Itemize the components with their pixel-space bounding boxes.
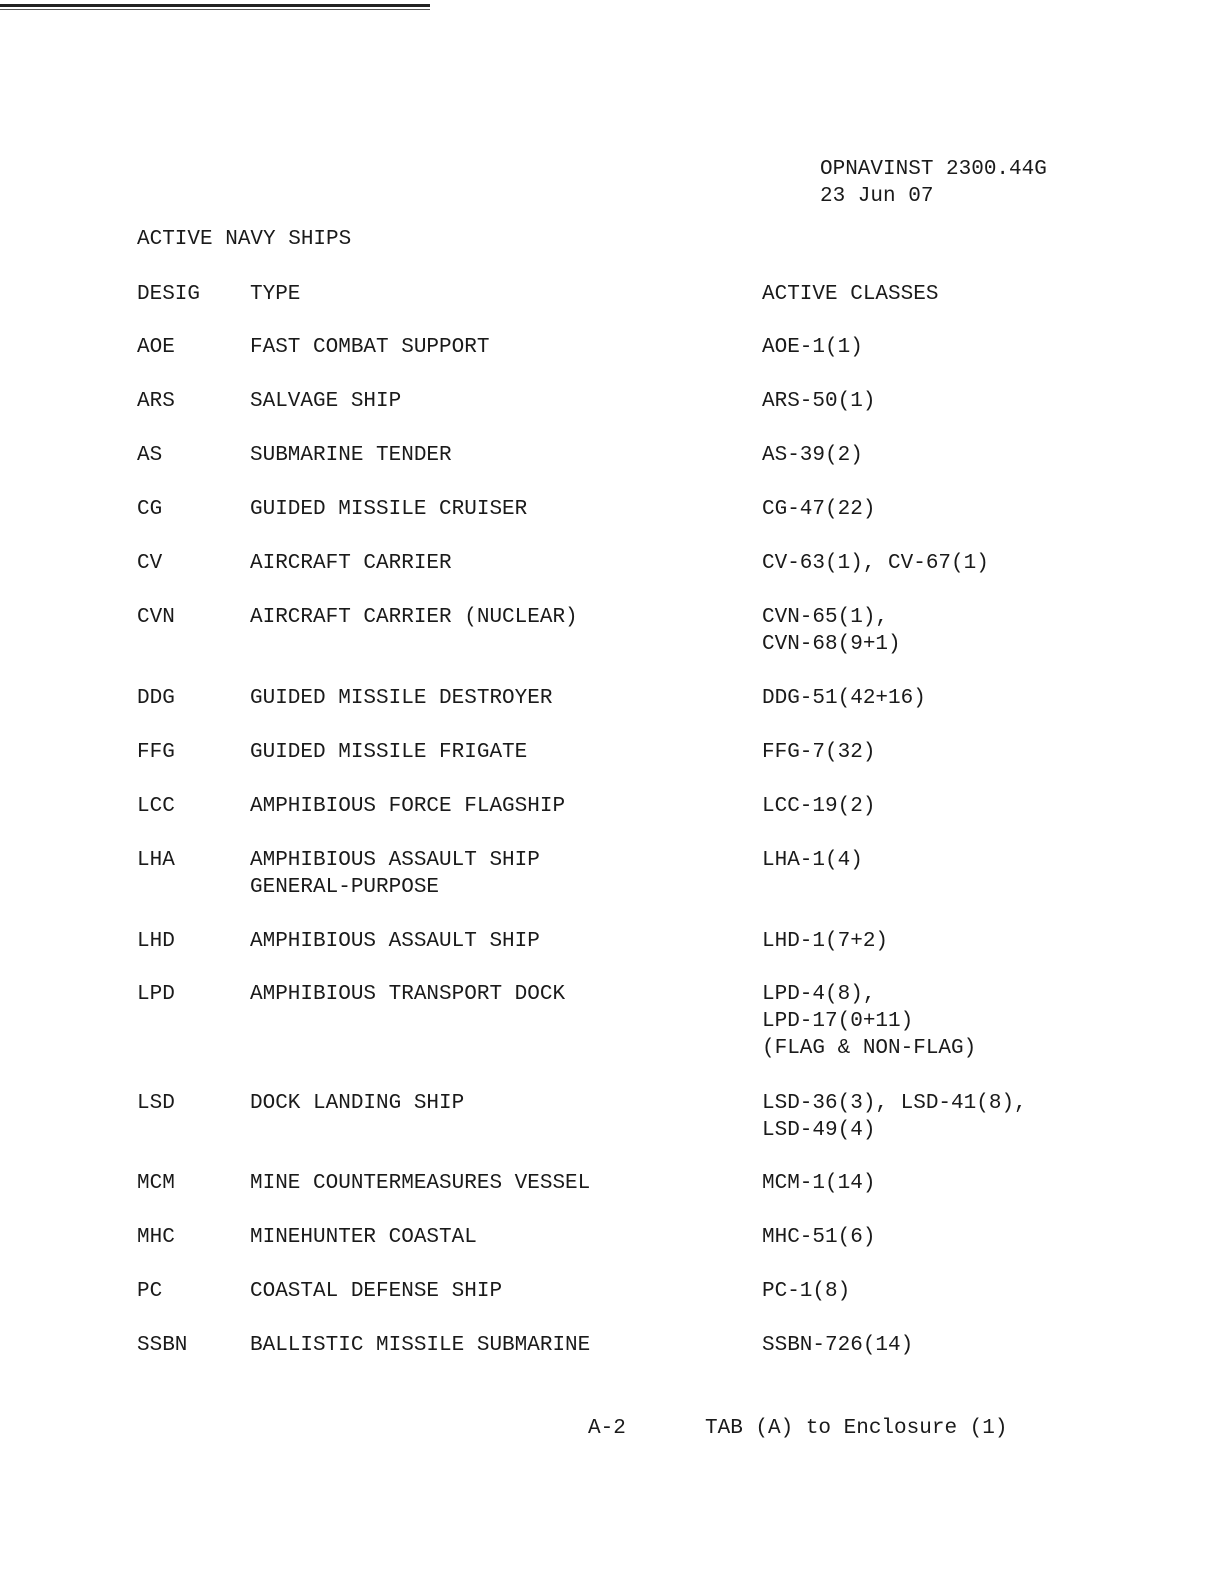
classes-cell: ARS-50(1): [762, 390, 876, 413]
desig-cell: LHD: [137, 930, 175, 953]
page-number: A-2: [588, 1417, 626, 1440]
classes-cell: DDG-51(42+16): [762, 687, 926, 710]
classes-cell: SSBN-726(14): [762, 1334, 914, 1357]
type-cell: AMPHIBIOUS FORCE FLAGSHIP: [250, 795, 566, 818]
desig-cell: PC: [137, 1280, 163, 1303]
desig-cell: ARS: [137, 390, 175, 413]
desig-cell: AS: [137, 444, 163, 467]
instruction-number: OPNAVINST 2300.44G: [820, 158, 1047, 181]
type-cell: BALLISTIC MISSILE SUBMARINE: [250, 1334, 591, 1357]
classes-cell: PC-1(8): [762, 1280, 851, 1303]
classes-cell: MHC-51(6): [762, 1226, 876, 1249]
classes-cell: MCM-1(14): [762, 1172, 876, 1195]
desig-cell: CG: [137, 498, 163, 521]
desig-cell: FFG: [137, 741, 175, 764]
classes-cell: CVN-65(1), CVN-68(9+1): [762, 606, 901, 656]
type-cell: AIRCRAFT CARRIER: [250, 552, 452, 575]
type-cell: GUIDED MISSILE DESTROYER: [250, 687, 553, 710]
enclosure-reference: TAB (A) to Enclosure (1): [705, 1417, 1008, 1440]
desig-cell: LCC: [137, 795, 175, 818]
desig-cell: LSD: [137, 1092, 175, 1115]
classes-cell: CG-47(22): [762, 498, 876, 521]
type-cell: GUIDED MISSILE FRIGATE: [250, 741, 528, 764]
type-cell: SALVAGE SHIP: [250, 390, 402, 413]
column-header-classes: ACTIVE CLASSES: [762, 283, 939, 306]
type-cell: AMPHIBIOUS TRANSPORT DOCK: [250, 983, 566, 1006]
classes-cell: LPD-4(8), LPD-17(0+11) (FLAG & NON-FLAG): [762, 983, 977, 1060]
type-cell: GUIDED MISSILE CRUISER: [250, 498, 528, 521]
desig-cell: SSBN: [137, 1334, 188, 1357]
type-cell: MINEHUNTER COASTAL: [250, 1226, 477, 1249]
section-title: ACTIVE NAVY SHIPS: [137, 228, 352, 251]
type-cell: AMPHIBIOUS ASSAULT SHIP: [250, 930, 540, 953]
desig-cell: DDG: [137, 687, 175, 710]
classes-cell: AOE-1(1): [762, 336, 863, 359]
classes-cell: LCC-19(2): [762, 795, 876, 818]
column-header-type: TYPE: [250, 283, 301, 306]
classes-cell: LHA-1(4): [762, 849, 863, 872]
classes-cell: LHD-1(7+2): [762, 930, 889, 953]
classes-cell: FFG-7(32): [762, 741, 876, 764]
type-cell: DOCK LANDING SHIP: [250, 1092, 465, 1115]
desig-cell: MHC: [137, 1226, 175, 1249]
type-cell: MINE COUNTERMEASURES VESSEL: [250, 1172, 591, 1195]
document-header: [820, 156, 1047, 210]
classes-cell: AS-39(2): [762, 444, 863, 467]
type-cell: COASTAL DEFENSE SHIP: [250, 1280, 503, 1303]
top-rule: [0, 4, 430, 7]
type-cell: SUBMARINE TENDER: [250, 444, 452, 467]
desig-cell: LHA: [137, 849, 175, 872]
desig-cell: AOE: [137, 336, 175, 359]
desig-cell: CVN: [137, 606, 175, 629]
desig-cell: MCM: [137, 1172, 175, 1195]
column-header-desig: DESIG: [137, 283, 201, 306]
desig-cell: LPD: [137, 983, 175, 1006]
desig-cell: CV: [137, 552, 163, 575]
classes-cell: LSD-36(3), LSD-41(8), LSD-49(4): [762, 1092, 1027, 1142]
top-rule-thin: [0, 9, 430, 10]
type-cell: AMPHIBIOUS ASSAULT SHIP GENERAL-PURPOSE: [250, 849, 540, 899]
type-cell: FAST COMBAT SUPPORT: [250, 336, 490, 359]
type-cell: AIRCRAFT CARRIER (NUCLEAR): [250, 606, 578, 629]
classes-cell: CV-63(1), CV-67(1): [762, 552, 989, 575]
document-date: 23 Jun 07: [820, 185, 934, 208]
